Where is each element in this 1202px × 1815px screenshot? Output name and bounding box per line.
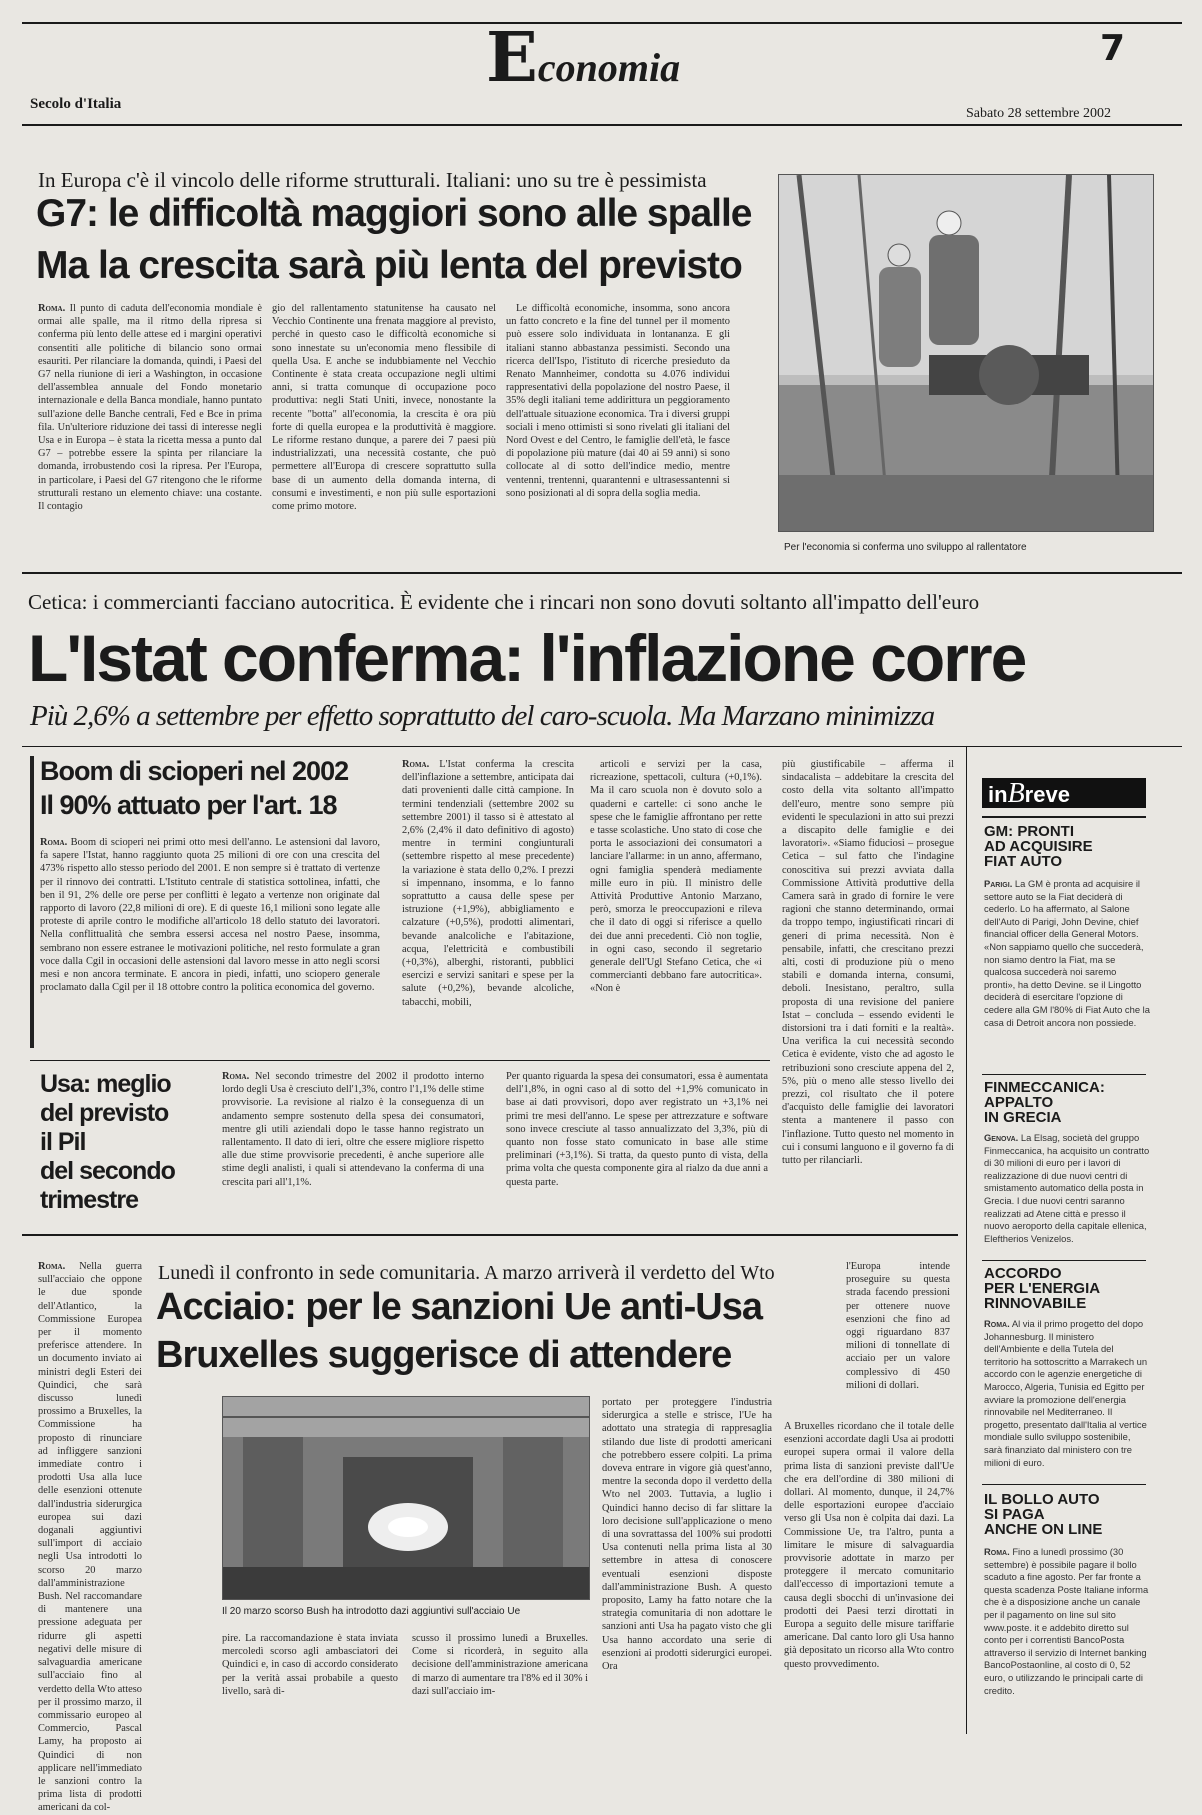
page-number: 7 [1100,28,1126,69]
g7-column-2 [272,302,496,552]
section-title-rest: conomia [537,45,681,90]
brief-bollo-text-block [984,1546,1150,1730]
brief-gm-title [984,824,1148,869]
acciaio-col-b4-text: A Bruxelles ricordano che il totale delle esenzioni accordate dagli Usa ai prodotti europei supera ormai il valore della prima lista di sanzioni previste dall'Ue che era dell'ordine di 380 milioni di dollari. Al momento, dunque, il 24,7% delle esportazioni europee d'acciaio verso gli Usa non è colpita dai dazi. La Commissione Ue, tra l'altro, punta a limitare le misure di salvaguardia provvisorie adottate in marzo per proteggere il mercato comunitario dall'eccesso di importazioni temute a causa degli sbocchi di un'invasione dei prodotti dei Paesi terzi dirottati in Europa a seguito delle misure tariffarie americane. Dal canto loro gli Usa hanno già depositato un ricorso alla Wto contro questo provvedimento. [784,1421,954,1670]
usa-headline-line-5: trimestre [40,1186,138,1214]
istat-column-1 [402,758,574,1054]
g7-column-1 [38,302,262,552]
scioperi-text: Boom di scioperi nei primi otto mesi dell'anno. Le astensioni dal lavoro, fa sapere l'Istat, hanno raggiunto quota 25 milioni di ore con una crescita del 473% rispetto allo stesso periodo del 2001. E non sempre si è trattato di vertenze per il rinnovo dei contratti. L'Istituto centrale di statistica sottolinea, infatti, che ben il 91, 2% delle ore perse per conflitti è legato a vertenze non originate dal rapporto di lavoro (22,8 milioni di ore). E di queste 16,1 milioni sono legate alle proteste di aprile contro le modifiche all'articolo 18 dello statuto dei lavoratori. Nella conflittualità che sembra essersi accesa nel nostro Paese, insomma, sembrano non essere estranee le motivazioni politiche, nel resto formulate a gran voce dalla Cgil in occasioni delle astensioni dal lavoro messe in atto negli scorsi mesi e non ancora terminate. E ancora in piedi, infatti, uno sciopero generale proclamato dalla Cgil per il 18 ottobre contro la politica economica del governo. [40,837,380,994]
in-breve-header [982,778,1146,808]
g7-kicker: In Europa c'è il vincolo delle riforme strutturali. Italiani: uno su tre è pessimista [38,168,707,192]
g7-photo-caption: Per l'economia si conferma uno sviluppo al rallentatore [784,542,1027,553]
brief-gm-title-3: FIAT AUTO [984,853,1063,870]
istat-col3-text: più giustificabile – afferma il sindacalista – addebitare la crescita del costo della vita soltanto all'impatto dell'euro, mentre sono sempre più evidenti le speculazioni in atto sui prezzi a discapito delle famiglie e dei lavoratori». «Siamo fiduciosi – prosegue Cetica – sul fatto che l'indagine conoscitiva sui prezzi avviata dalla Commissione Attività produttive della Camera sarà in grado di fornire le vere ragioni che stanno determinando, ormai da troppo tempo, ingiustificati rincari di generi di prima necessità. Non è pensabile, infatti, che crescitano prezzi alti, costi di produzione più o meno stabili e domanda interna, consumi, deboli. Inesistano, peraltro, sulla proposta di una revisione del paniere Istat – concluda – essendo evidenti le distorsioni tra i dati forniti e la realtà». Una verifica la cui necessità secondo Cetica è evidente, visto che ad agosto le retribuzioni sono cresciute appena del 2, 5%, più o meno alle stesso livello dei prezzi, col risultato che il potere d'acquisto delle famiglie dei lavoratori stenta a mantenere il passo con l'inflazione. Tutto questo nel momento in cui i consumi languono e il governo fa di tutto per rilanciarli. [782,759,954,1167]
usa-column-1 [222,1070,484,1216]
acciaio-headline-2: Bruxelles suggerisce di attendere [156,1334,732,1376]
brief-bollo-title-3: ANCHE ON LINE [984,1521,1103,1538]
acciaio-col-b1-text: pire. La raccomandazione è stata inviata mercoledì scorso agli ambasciatori dei Quindici e, in caso di accordo considerato per la verità assai probabile a questo livello, sarà di- [222,1633,398,1697]
usa-headline-line-2: del previsto [40,1099,169,1127]
brief-finmeccanica-city: Genova. [984,1132,1019,1143]
acciaio-kicker: Lunedì il confronto in sede comunitaria. A marzo arriverà il verdetto del Wto [158,1262,775,1284]
in-breve-post: reve [1024,782,1070,807]
istat-column-2 [590,758,762,1054]
brief-bollo-title [984,1492,1148,1537]
g7-column-3 [506,302,730,552]
acciaio-city: Roma. [38,1261,66,1272]
acciaio-left-text: Nella guerra sull'acciaio che oppone le due sponde dell'Atlantico, la Commissione Europea per il momento preferisce attendere. In un documento inviato ai ministri degli Esteri dei Quindici, che sarà discusso lunedì prossimo a Bruxelles, la Commissione ha proposto di rinunciare ad infliggere sanzioni immediate contro i prodotti Usa alla luce delle esenzioni ottenute dall'industria siderurgica europea sui dazi doganali aggiuntivi sull'import di acciaio negli Usa introdotti lo scorso 20 marzo dall'amministrazione Bush. Nel raccomandare di mantenere una pressione adeguata per ridurre gli aspetti negativi delle misure di salvaguardia americane sull'acciaio fino al verdetto della Wto atteso per il prossimo marzo, il commissario europeo al Commercio, Pascal Lamy, ha proposto ai Quindici di non applicare nell'immediato le sanzioni contro la prima lista di prodotti americani da col- [38,1261,142,1814]
istat-headline: L'Istat conferma: l'inflazione corre [28,621,1026,695]
brief-finmeccanica-text: La Elsag, società del gruppo Finmeccanica, ha acquisito un contratto di 30 milioni di euro per i lavori di realizzazione di due nuovi centri di smistamento automatico della posta in Grecia. I due nuovi centri saranno realizzati ad Atene città e presso il nuovo aeroporto della capitale ellenica, Eleftherios Venizelos. [984,1132,1150,1244]
brief-gm-city: Parigi. [984,878,1013,889]
usa-headline [40,1070,175,1215]
brief-finmeccanica-title-3: IN GRECIA [984,1109,1062,1126]
g7-col1-text: Il punto di caduta dell'economia mondiale è ormai alle spalle, ma il ritmo della ripresa si conferma più lento delle attese ed i margini operativi consentiti alle politiche di bilancio sono ormai esauriti. Per rilanciare la domanda, quindi, i Paesi del G7 nella riunione di ieri a Washington, in occasione dell'assemblea annuale del Fondo monetario internazionale e della Banca mondiale, hanno puntato sull'azione delle Banche centrali, Fed e Bce in prima fila. Un'ulteriore riduzione dei tassi di interesse negli Usa e in Europa – è stata la ricetta messa a punto dal G7 – potrebbe essere la spinta per rilanciare la domanda, irrobustendo così la ripresa. Per l'Europa, in particolare, i Paesi del G7 ritengono che le riforme strutturali restano un elemento chiave: una costante. Il contagio [38,303,262,513]
brief-energia-title [984,1266,1148,1311]
scioperi-text-block [40,836,380,1048]
usa-col2-text: Per quanto riguarda la spesa dei consumatori, essa è aumentata dell'1,8%, in ogni caso al di sotto del +1,9% comunicato in base ai dati provvisori, dopo aver registrato un +3,1% nei primi tre mesi dell'anno. Le spese per attrezzature e software sono invece cresciute al tasso annualizzato del 3,3%, più di quanto non fosse stato comunicato in base alle stime preliminari (+3,1%). Si tratta, da questo punto di vista, della prima volta che questa componente gira al rialzo da due anni a questa parte. [506,1071,768,1188]
brief-energia-text-block [984,1318,1150,1478]
section-title [486,18,681,98]
usa-headline-line-4: del secondo [40,1157,175,1185]
brief-energia-text: Al via il primo progetto del dopo Johannesburg. Il ministero dell'Ambiente e della Tutela del territorio ha sottoscritto a Marrakech un accordo con le agenzie energetiche di Marocco, Algeria, Tunisia ed Egitto per avviare la promozione dell'energia rinnovabile nel Mediterraneo. Il progetto, presentato dall'Italia al vertice mondiale sullo sviluppo sostenibile, sarà finanziato dal ministero con tre milioni di euro. [984,1318,1148,1468]
istat-kicker: Cetica: i commercianti facciano autocritica. È evidente che i rincari non sono dovuti soltanto all'impatto dell'euro [28,590,980,614]
istat-col1-text: L'Istat conferma la crescita dell'inflazione a settembre, anticipata dai dati provenienti dalle città campione. In termini tendenziali (settembre 2002 su settembre 2001) il tasso si è attestato al 2,6% (2,4% il dato definitivo di agosto) mentre in termini congiunturali (settembre rispetto al mese precedente) la variazione è stata dello 0,2%. I prezzi si impennano, insomma, e lo fanno soprattutto a causa delle spese per istruzione (+1,9%), abbigliamento e calzature (+0,5%), prodotti alimentari, bevande analcoliche e l'abitazione, acqua, l'elettricità e combustibili (+0,3%), alberghi, ristoranti, pubblici esercizi e servizi sanitari e spese per la salute (+0,2%), bevande alcoliche, tabacchi, mobili, [402,759,574,1008]
brief-gm-title-1: GM: PRONTI [984,823,1074,840]
g7-col3-text: Le difficoltà economiche, insomma, sono ancora un fatto concreto e la fine del tunnel per il momento può essere solo individuata in lontananza. E gli italiani stanno abbastanza pessimisti. Secondo una ricerca dell'Ispo, l'istituto di ricerche presieduto da Renato Mannheimer, condotta su 4.076 individui rappresentativi della popolazione del nostro Paese, il 35% degli italiani teme addirittura un peggioramento dell'attuale situazione economica. Tra i diversi gruppi sociali i meno ottimisti si sono rivelati gli italiani del Nord Ovest e del Centro, le famiglie dell'età, le fasce di popolazione più mature (dai 40 ai 59 anni) si sono collocate al di sotto dell'indice medio, mentre ventenni, trentenni, quarantenni e ultrasessantenni si sono posizionati al di sopra della soglia media. [506,303,730,499]
usa-city: Roma. [222,1071,250,1082]
g7-headline-2: Ma la crescita sarà più lenta del previsto [36,244,742,287]
acciaio-bottom-col-2 [412,1632,588,1728]
steel-mill-image [223,1397,589,1599]
acciaio-right-text: l'Europa intende proseguire su questa strada facendo pressioni per ottenere nuove esenzioni che fino ad oggi riguardano 837 milioni di tonnellate di acciaio per un valore complessivo di 450 milioni di dollari. [846,1261,950,1391]
brief-bollo-city: Roma. [984,1546,1010,1557]
scioperi-headline-1: Boom di scioperi nel 2002 [40,756,349,786]
oil-rig-image [779,175,1153,531]
usa-headline-line-3: il Pil [40,1128,86,1156]
brief-energia-title-1: ACCORDO [984,1265,1062,1282]
g7-headline-1: G7: le difficoltà maggiori sono alle spalle [36,192,752,235]
g7-photo [778,174,1154,532]
brief-bollo-title-1: IL BOLLO AUTO [984,1491,1100,1508]
acciaio-photo [222,1396,590,1600]
brief-energia-city: Roma. [984,1318,1010,1329]
brief-finmeccanica-title-1: FINMECCANICA: [984,1079,1105,1096]
issue-date: Sabato 28 settembre 2002 [966,106,1112,121]
brief-gm-text: La GM è pronta ad acquisire il settore auto se la Fiat deciderà di cederlo. Lo ha affermato, al Salone dell'Auto di Parigi, John Devine, chief financial officer della General Motors. «Non sappiamo quello che succederà, non siamo dentro la Fiat, ma se qualcosa succederà noi saremo pronti», ha detto Devine. se il Lingotto deciderà di esercitare l'opzione di cedere alla GM l'80% di Fiat Auto che la casa di Detroit ancora non possiede. [984,878,1150,1028]
g7-col2-text: gio del rallentamento statunitense ha causato nel Vecchio Continente una frenata maggiore al previsto, perché in questo caso le difficoltà economiche si sono innestate su un'economia meno flessibile di quella Usa. E anche se indubbiamente nel Vecchio Continente è stata creata occupazione negli ultimi anni, si tratta comunque di occupazione poco produttiva: negli Stati Uniti, invece, nonostante la recente "botta" all'economia, la crescita è ora più forte di quella europea e la produttività è maggiore. Le riforme restano dunque, a parere dei 7 paesi più industrializzati, una necessità costante, che può permettere all'Europa di crescere soprattutto sulla base di un aumento della domanda interna, di consumi e investimenti, e non più sulle esportazioni come primo motore. [272,303,496,513]
brief-finmeccanica-title [984,1080,1148,1125]
brief-bollo-title-2: SI PAGA [984,1506,1045,1523]
in-breve-pre: in [988,782,1008,807]
usa-column-2 [506,1070,768,1216]
istat-city: Roma. [402,759,430,770]
brief-bollo-text: Fino a lunedì prossimo (30 settembre) è possibile pagare il bollo scaduto a fine agosto. Per far fronte a questa scadenza Poste Italiane informa che è a disposizione anche un canale per il pagamento on line sul sito www.poste. it e addebito diretto sul conto per i correntisti BancoPosta attraverso il servizio di Internet banking BancoPostaonline, al costo di 0, 52 euro, o utilizzando le principali carte di credito. [984,1546,1149,1696]
brief-energia-title-2: PER L'ENERGIA [984,1280,1101,1297]
brief-finmeccanica-text-block [984,1132,1150,1258]
acciaio-photo-caption: Il 20 marzo scorso Bush ha introdotto dazi aggiuntivi sull'acciaio Ue [222,1606,521,1617]
acciaio-left-column [38,1260,142,1814]
usa-headline-line-1: Usa: meglio [40,1070,171,1098]
in-breve-initial: B [1007,778,1025,809]
brief-gm-text-block [984,878,1150,1074]
acciaio-column-3 [602,1396,772,1730]
acciaio-headline-1: Acciaio: per le sanzioni Ue anti-Usa [156,1286,762,1328]
acciaio-col-b3-text: portato per proteggere l'industria siderurgica a stelle e strisce, l'Ue ha adottato una strategia di rappresaglia stilando due liste di prodotti americani che potrebbero essere colpiti. La prima doveva entrare in vigore già quest'anno, mentre la seconda dopo il verdetto della Wto nel 2003. Tuttavia, a luglio i Quindici hanno deciso di far slittare la loro decisione sull'applicazione o meno di una sovrattassa del 100% sui prodotti Usa contenuti nella prima lista al 30 settembre in attesa di conoscere eventuali esenzioni disposte dall'amministrazione Bush. A questo proposito, Lamy ha fatto notare che la strategia comunitaria di non adottare le sanzioni anti Usa ha pagato visto che gli Usa hanno accordato una serie di esenzioni ai prodotti siderurgici europei. Ora [602,1397,772,1673]
acciaio-column-4 [784,1420,954,1730]
paper-name: Secolo d'Italia [30,96,122,112]
brief-energia-title-3: RINNOVABILE [984,1295,1087,1312]
brief-finmeccanica-title-2: APPALTO [984,1094,1054,1111]
acciaio-bottom-col-1 [222,1632,398,1728]
g7-city: Roma. [38,303,66,314]
usa-col1-text: Nel secondo trimestre del 2002 il prodotto interno lordo degli Usa è cresciuto dell'1,3%, contro l'1,1% delle stime provvisorie. La revisione al rialzo è la conseguenza di un andamento sempre sostenuto della spesa dei consumatori, mentre gli utili aziendali dopo le tasse hanno registrato un rallentamento. Il dato di ieri, oltre che essere migliore rispetto alle due stime provvisorie precedenti, è anche superiore alle stime degli analisti, i quali si attendevano la conferma di una crescita pari all'1,1%. [222,1071,484,1188]
istat-subhead: Più 2,6% a settembre per effetto soprattutto del caro-scuola. Ma Marzano minimizza [30,700,935,732]
brief-gm-title-2: AD ACQUISIRE [984,838,1093,855]
scioperi-headline-2: Il 90% attuato per l'art. 18 [40,790,337,820]
istat-col2-text: articoli e servizi per la casa, ricreazione, spettacoli, cultura (+0,1%). Ma il caro scuola non è dovuto solo a quaderni e cartelle: ci sono anche le spese che le famiglie affrontano per rette e tasse scolastiche. Uno stato di cose che porta le associazioni dei consumatori a lanciare l'allarme: in un anno, affermano, ogni famiglia spenderà mediamente mille euro in più. Il ministro delle Attività Produttive Antonio Marzano, però, smorza le preoccupazioni e rileva che il dato di oggi si riferisce a quello dei due anni precedenti. Ciò non toglie, in ogni caso, secondo il segretario generale dell'Ugl Stefano Cetica, che «i commercianti debbano fare autocritica». «Non è [590,759,762,995]
acciaio-right-column [846,1260,950,1410]
scioperi-city: Roma. [40,837,68,848]
istat-column-3 [782,758,954,1216]
section-initial: E [486,18,538,98]
acciaio-col-b2-text: scusso il prossimo lunedì a Bruxelles. Come si ricorderà, in seguito alla decisione dell'amministrazione americana di marzo di aumentare tra l'8% ed il 30% i dazi sull'acciaio im- [412,1633,588,1697]
